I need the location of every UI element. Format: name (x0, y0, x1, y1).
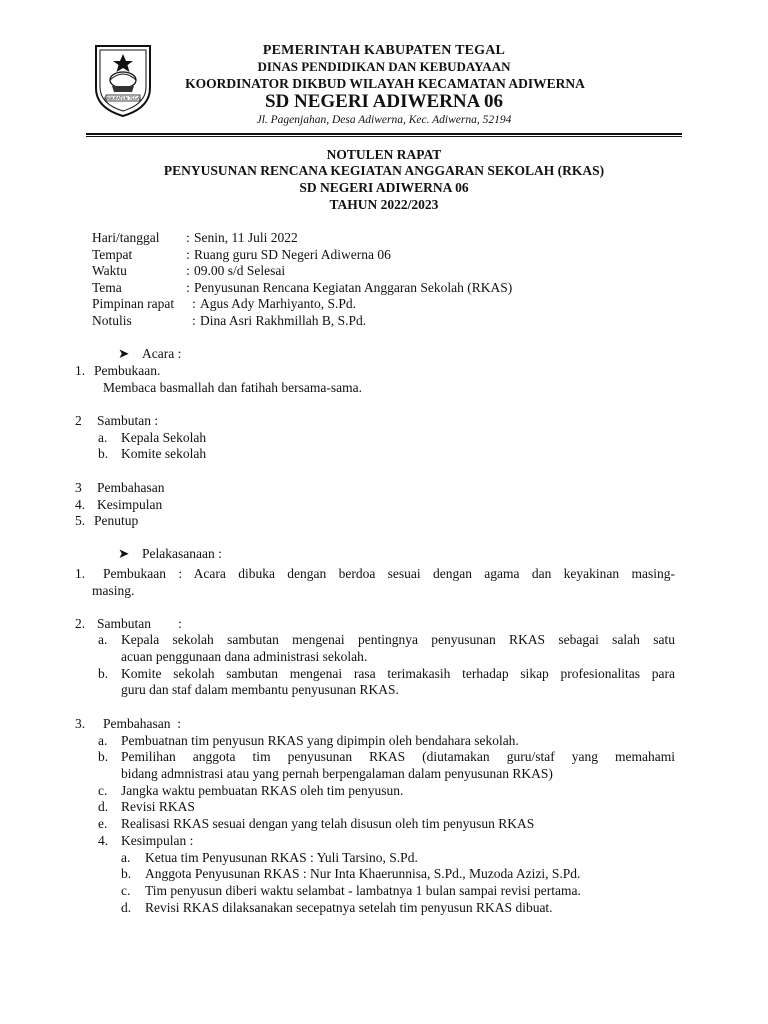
header-address: Jl. Pagenjahan, Desa Adiwerna, Kec. Adiwerna, 52194 (256, 114, 512, 126)
pelaksanaan-item: Kesimpulan : (121, 833, 194, 848)
pelaksanaan-subitem: Realisasi RKAS sesuai dengan yang telah disusun oleh tim penyusun RKAS (121, 816, 535, 831)
info-value: Ruang guru SD Negeri Adiwerna 06 (194, 247, 391, 262)
acara-item: Penutup (94, 513, 139, 528)
acara-subitem: Kepala Sekolah (121, 430, 207, 445)
doc-title: NOTULEN RAPAT (326, 147, 442, 162)
list-letter: c. (98, 783, 108, 798)
info-value: 09.00 s/d Selesai (194, 263, 286, 278)
acara-item: Kesimpulan (97, 497, 163, 512)
list-number: 3. (75, 716, 86, 731)
pelaksanaan-item: Pembukaan : Acara dibuka dengan berdoa sesuai dengan agama dan keyakinan masing- (103, 566, 675, 581)
list-number: 4. (98, 833, 109, 848)
info-sep: : (186, 280, 190, 295)
info-sep: : (192, 296, 196, 311)
doc-school: SD NEGERI ADIWERNA 06 (299, 180, 469, 195)
acara-item: Pembukaan. (94, 363, 161, 378)
list-number: 5. (75, 513, 86, 528)
list-letter: d. (121, 900, 132, 915)
list-number: 2 (75, 413, 82, 428)
info-label: Hari/tanggal (92, 230, 160, 245)
pelaksanaan-subitem: Pemilihan anggota tim penyusunan RKAS (diutamakan guru/staf yang memahami (121, 749, 675, 764)
header-department: DINAS PENDIDIKAN DAN KEBUDAYAAN (257, 59, 511, 74)
info-value: Agus Ady Marhiyanto, S.Pd. (200, 296, 357, 311)
doc-subtitle: PENYUSUNAN RENCANA KEGIATAN ANGGARAN SEKOLAH (RKAS) (163, 163, 605, 178)
list-letter: c. (121, 883, 131, 898)
pelaksanaan-subitem: Pembuatnan tim penyusun RKAS yang dipimpin oleh bendahara sekolah. (121, 733, 519, 748)
kesimpulan-item: Ketua tim Penyusunan RKAS : Yuli Tarsino, S.Pd. (145, 850, 418, 865)
info-value: Penyusunan Rencana Kegiatan Anggaran Sekolah (RKAS) (194, 280, 513, 295)
pelaksanaan-subitem: Kepala sekolah sambutan mengenai pentingnya penyusunan RKAS sebagai salah satu (121, 632, 675, 647)
pelaksanaan-subitem: Revisi RKAS (121, 799, 195, 814)
kesimpulan-item: Revisi RKAS dilaksanakan secepatnya setelah tim penyusun RKAS dibuat. (145, 900, 553, 915)
acara-item: Sambutan : (97, 413, 159, 428)
acara-subitem: Komite sekolah (121, 446, 207, 461)
list-letter: b. (98, 666, 109, 681)
acara-heading: Acara : (142, 346, 182, 361)
acara-item: Pembahasan (97, 480, 165, 495)
pelaksanaan-item-cont: masing. (92, 583, 135, 598)
header-coordinator: KOORDINATOR DIKBUD WILAYAH KECAMATAN ADIWERNA (185, 76, 585, 91)
header-divider-thin (86, 136, 682, 137)
list-letter: b. (98, 446, 109, 461)
pelaksanaan-subitem: Jangka waktu pembuatan RKAS oleh tim penyusun. (121, 783, 404, 798)
list-number: 2. (75, 616, 86, 631)
list-number: 3 (75, 480, 82, 495)
arrowhead-bullet-icon: ➤ (118, 346, 130, 361)
list-letter: b. (121, 866, 132, 881)
acara-item-detail: Membaca basmallah dan fatihah bersama-sama. (103, 380, 363, 395)
svg-text:KABUPATEN TEGAL: KABUPATEN TEGAL (104, 96, 142, 101)
list-letter: a. (98, 733, 108, 748)
list-number: 1. (75, 566, 86, 581)
list-letter: d. (98, 799, 109, 814)
list-number: 4. (75, 497, 86, 512)
info-sep: : (186, 247, 190, 262)
pelaksanaan-heading: Pelakasanaan : (142, 546, 222, 561)
pelaksanaan-item: Sambutan : (97, 616, 182, 631)
pelaksanaan-item: Pembahasan : (103, 716, 181, 731)
list-letter: a. (121, 850, 131, 865)
pelaksanaan-subitem: Komite sekolah sambutan mengenai rasa terimakasih terhadap sikap profesionalitas para (121, 666, 675, 681)
header-government: PEMERINTAH KABUPATEN TEGAL (262, 43, 506, 58)
doc-year: TAHUN 2022/2023 (329, 197, 439, 212)
info-label: Tempat (92, 247, 133, 262)
pelaksanaan-subitem-cont: bidang admnistrasi atau yang pernah berpengalaman dalam penyusunan RKAS) (121, 766, 553, 781)
pelaksanaan-subitem-cont: acuan penggunaan dana administrasi sekolah. (121, 649, 368, 664)
header-school-name: SD NEGERI ADIWERNA 06 (264, 91, 504, 112)
list-letter: a. (98, 430, 108, 445)
kesimpulan-item: Tim penyusun diberi waktu selambat - lambatnya 1 bulan sampai revisi pertama. (145, 883, 581, 898)
list-letter: a. (98, 632, 108, 647)
info-value: Senin, 11 Juli 2022 (194, 230, 298, 245)
header-divider-thick (86, 133, 682, 135)
info-label: Notulis (92, 313, 132, 328)
arrowhead-bullet-icon: ➤ (118, 546, 130, 561)
kesimpulan-item: Anggota Penyusunan RKAS : Nur Inta Khaerunnisa, S.Pd., Muzoda Azizi, S.Pd. (145, 866, 581, 881)
pelaksanaan-subitem-cont: guru dan staf dalam membantu penyusunan RKAS. (121, 682, 399, 697)
info-sep: : (186, 263, 190, 278)
info-sep: : (192, 313, 196, 328)
list-number: 1. (75, 363, 86, 378)
info-label: Tema (92, 280, 122, 295)
info-label: Waktu (92, 263, 127, 278)
info-label: Pimpinan rapat (92, 296, 175, 311)
info-value: Dina Asri Rakhmillah B, S.Pd. (200, 313, 367, 328)
info-sep: : (186, 230, 190, 245)
list-letter: e. (98, 816, 108, 831)
list-letter: b. (98, 749, 109, 764)
